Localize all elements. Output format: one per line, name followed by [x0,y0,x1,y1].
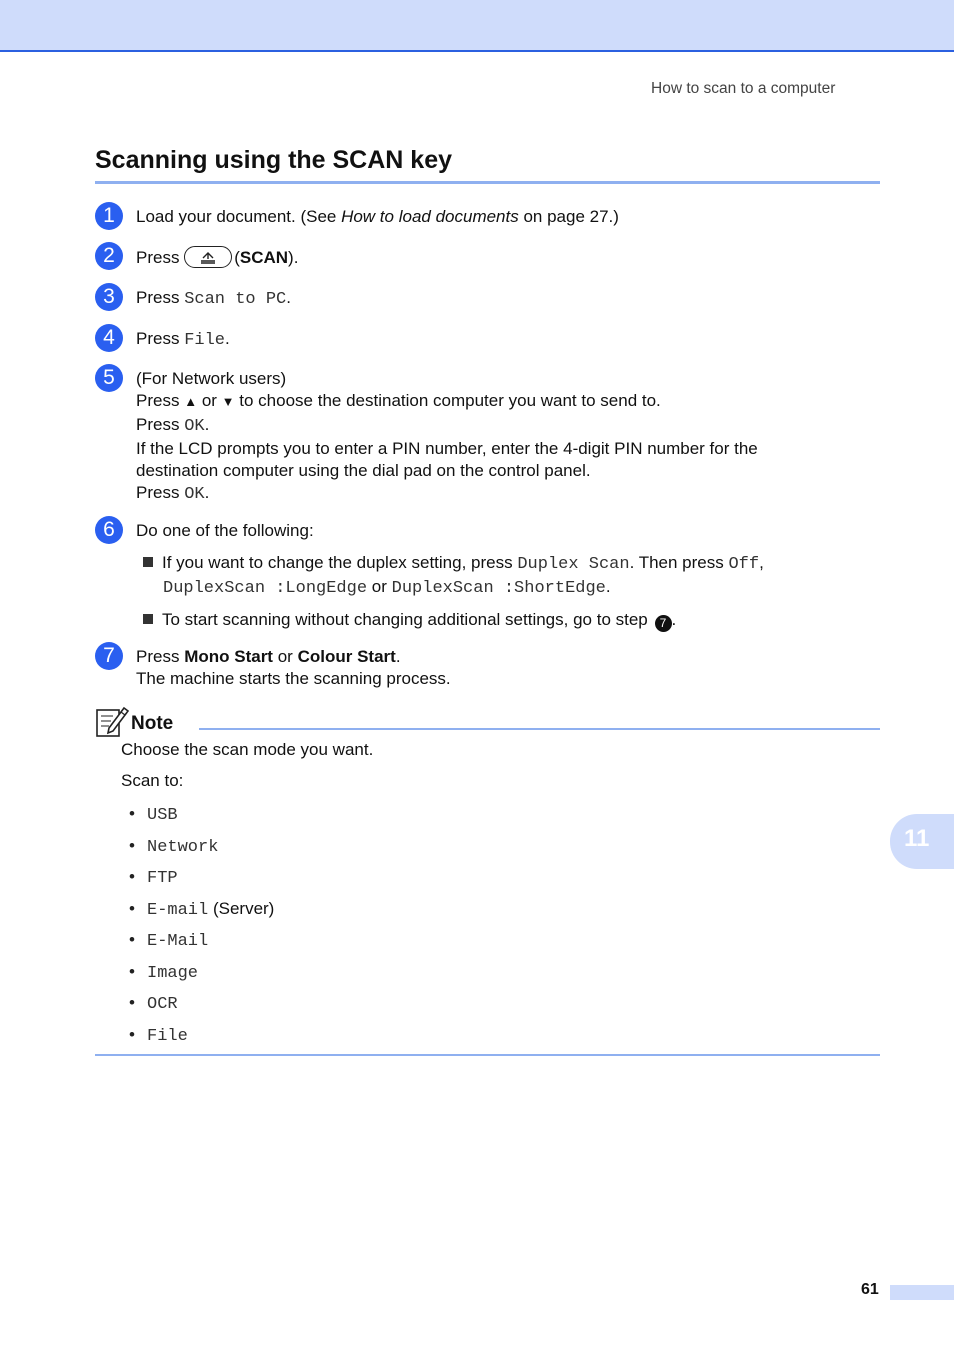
step-text: on page 27.) [518,207,619,226]
list-item: • Image [129,961,199,983]
step-text: destination computer using the dial pad on the control panel. [136,461,591,481]
square-bullet-icon [143,557,153,567]
step-number-badge: 1 [95,202,123,230]
square-bullet-icon [143,614,153,624]
menu-option-code: File [184,331,226,350]
step-text: If the LCD prompts you to enter a PIN number, enter the 4-digit PIN number for the [136,438,758,458]
note-label: Note [131,713,174,734]
top-header-band [0,0,954,52]
step-number-badge: 3 [95,283,123,311]
step-reference-badge[interactable]: 7 [655,615,672,632]
menu-option-code: Scan to PC [184,290,287,309]
mono-start-key: Mono Start [184,647,273,666]
list-item: • USB [129,804,178,825]
cross-reference-link[interactable]: How to load documents [341,207,519,226]
list-item: • File [129,1024,188,1046]
option-bullet: To start scanning without changing additional settings, go to step 7 . [143,609,764,632]
note-text: Scan to: [121,771,184,790]
ok-key-code: OK [184,485,205,505]
step-number-badge: 6 [95,516,123,544]
step-text: Press [136,329,180,348]
step-number-badge: 2 [95,242,123,270]
running-head: How to scan to a computer [651,80,836,97]
step-number-badge: 4 [95,324,123,352]
section-title: Scanning using the SCAN key [95,146,453,174]
note-text: Choose the scan mode you want. [121,740,374,759]
step-text: Press [136,288,180,307]
ok-key-code: OK [184,416,205,436]
list-item: • Network [129,835,219,857]
chapter-number: 11 [904,825,930,852]
note-pencil-icon [95,704,129,738]
page-number-bar [890,1285,954,1300]
list-item: • E-mail (Server) [129,898,275,920]
step-text: (For Network users) [136,369,287,388]
list-item: • OCR [129,993,178,1014]
step-number-badge: 5 [95,364,123,392]
list-item: • E-Mail [129,930,209,951]
scan-destinations-list [129,803,274,1055]
list-item: • FTP [129,867,178,888]
scan-key-label: SCAN [239,248,289,267]
note-divider [199,728,880,730]
step-6-options: If you want to change the duplex setting, press Duplex Scan. Then press Off, DuplexScan :LongEdge or DuplexScan :ShortEdge. To start scanning without changing additional settings, go to step 7 . [143,552,764,632]
colour-start-key: Colour Start [297,647,396,666]
note-bottom-divider [95,1054,880,1056]
scan-key-icon [184,246,232,268]
step-text: Load your document. (See [136,207,342,226]
step-text: Do one of the following: [136,521,314,540]
step-number-badge: 7 [95,642,123,670]
page-number: 61 [861,1281,879,1298]
option-bullet: If you want to change the duplex setting, press Duplex Scan. Then press Off, [143,552,764,576]
step-text: Press [136,248,180,267]
down-arrow-icon: ▼ [221,394,235,410]
title-divider [95,181,880,184]
up-arrow-icon: ▲ [184,394,198,410]
step-text: The machine starts the scanning process. [136,669,451,689]
